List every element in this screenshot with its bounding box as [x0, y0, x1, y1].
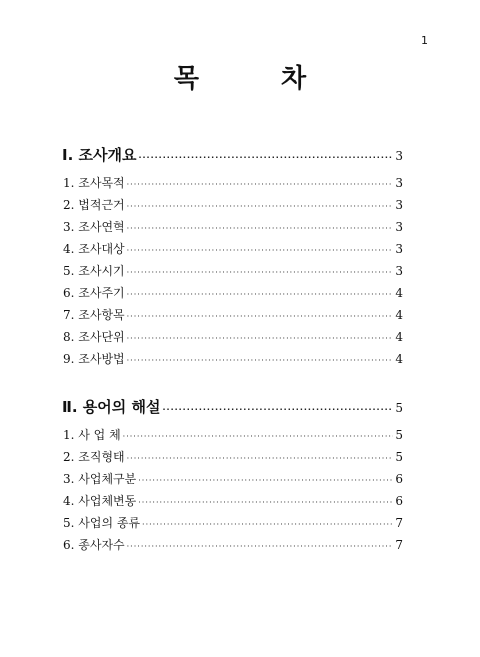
toc-item-page: 3 — [395, 264, 403, 278]
toc-item-label: 7. 조사항목 — [63, 308, 125, 322]
dot-leader — [127, 246, 394, 255]
dot-leader — [138, 498, 393, 507]
toc-item-label: 1. 조사목적 — [63, 176, 125, 190]
dot-leader — [138, 476, 393, 485]
toc-item-label: 3. 사업체구분 — [63, 472, 137, 486]
toc-title-char: 목 — [173, 64, 199, 94]
dot-leader — [127, 290, 394, 299]
toc-item[interactable] — [62, 284, 403, 306]
toc-item-page: 4 — [395, 330, 403, 344]
dot-leader — [127, 454, 394, 463]
section-title: Ⅱ. 용어의 해설 — [62, 398, 161, 416]
toc-item[interactable] — [62, 174, 403, 196]
toc-item[interactable] — [62, 536, 403, 558]
toc-item-label: 6. 종사자수 — [63, 538, 125, 552]
dot-leader — [127, 356, 394, 365]
dot-leader — [127, 224, 394, 233]
toc-item[interactable] — [62, 514, 403, 536]
dot-leader — [162, 405, 393, 414]
toc-item[interactable] — [62, 492, 403, 514]
toc-item[interactable] — [62, 240, 403, 262]
toc-item-page: 3 — [395, 242, 403, 256]
dot-leader — [127, 202, 394, 211]
toc-item-label: 4. 사업체변동 — [63, 494, 137, 508]
toc-title — [0, 58, 480, 95]
toc-item-label: 1. 사 업 체 — [63, 428, 121, 442]
toc-item-label: 2. 조직형태 — [63, 450, 125, 464]
dot-leader — [127, 334, 394, 343]
toc-item-list — [62, 426, 403, 558]
toc-section — [62, 144, 403, 372]
toc-item-page: 7 — [395, 538, 403, 552]
toc-item[interactable] — [62, 262, 403, 284]
toc-item-page: 3 — [395, 198, 403, 212]
dot-leader — [142, 520, 393, 529]
toc-item-page: 3 — [395, 176, 403, 190]
toc-item-label: 3. 조사연혁 — [63, 220, 125, 234]
toc-item-page: 7 — [395, 516, 403, 530]
toc-item-page: 4 — [395, 308, 403, 322]
dot-leader — [138, 153, 393, 162]
toc-section-heading[interactable] — [62, 144, 403, 164]
toc-item-label: 4. 조사대상 — [63, 242, 125, 256]
dot-leader — [127, 542, 394, 551]
toc-item-label: 5. 조사시기 — [63, 264, 125, 278]
toc-item-page: 5 — [395, 428, 403, 442]
dot-leader — [127, 268, 394, 277]
toc-item[interactable] — [62, 196, 403, 218]
toc-item-page: 3 — [395, 220, 403, 234]
toc-item[interactable] — [62, 328, 403, 350]
dot-leader — [127, 180, 394, 189]
toc-section — [62, 396, 403, 558]
toc-section-heading[interactable] — [62, 396, 403, 416]
toc-item[interactable] — [62, 470, 403, 492]
section-title: Ⅰ. 조사개요 — [62, 146, 137, 164]
toc-item-label: 2. 법적근거 — [63, 198, 125, 212]
toc-title-char: 차 — [281, 64, 307, 94]
toc-item-page: 5 — [395, 450, 403, 464]
toc-item-label: 8. 조사단위 — [63, 330, 125, 344]
toc-item[interactable] — [62, 426, 403, 448]
toc-item[interactable] — [62, 448, 403, 470]
toc-item-page: 4 — [395, 352, 403, 366]
dot-leader — [123, 432, 394, 441]
toc-item-list — [62, 174, 403, 372]
dot-leader — [127, 312, 394, 321]
toc-item-label: 9. 조사방법 — [63, 352, 125, 366]
toc-item-page: 6 — [395, 472, 403, 486]
page-number: 1 — [421, 34, 428, 47]
section-page: 5 — [395, 401, 403, 415]
toc-item[interactable] — [62, 218, 403, 240]
section-page: 3 — [395, 149, 403, 163]
toc-item-page: 6 — [395, 494, 403, 508]
toc-item-label: 6. 조사주기 — [63, 286, 125, 300]
toc-item-label: 5. 사업의 종류 — [63, 516, 141, 530]
toc-item-page: 4 — [395, 286, 403, 300]
toc-item[interactable] — [62, 350, 403, 372]
toc-item[interactable] — [62, 306, 403, 328]
